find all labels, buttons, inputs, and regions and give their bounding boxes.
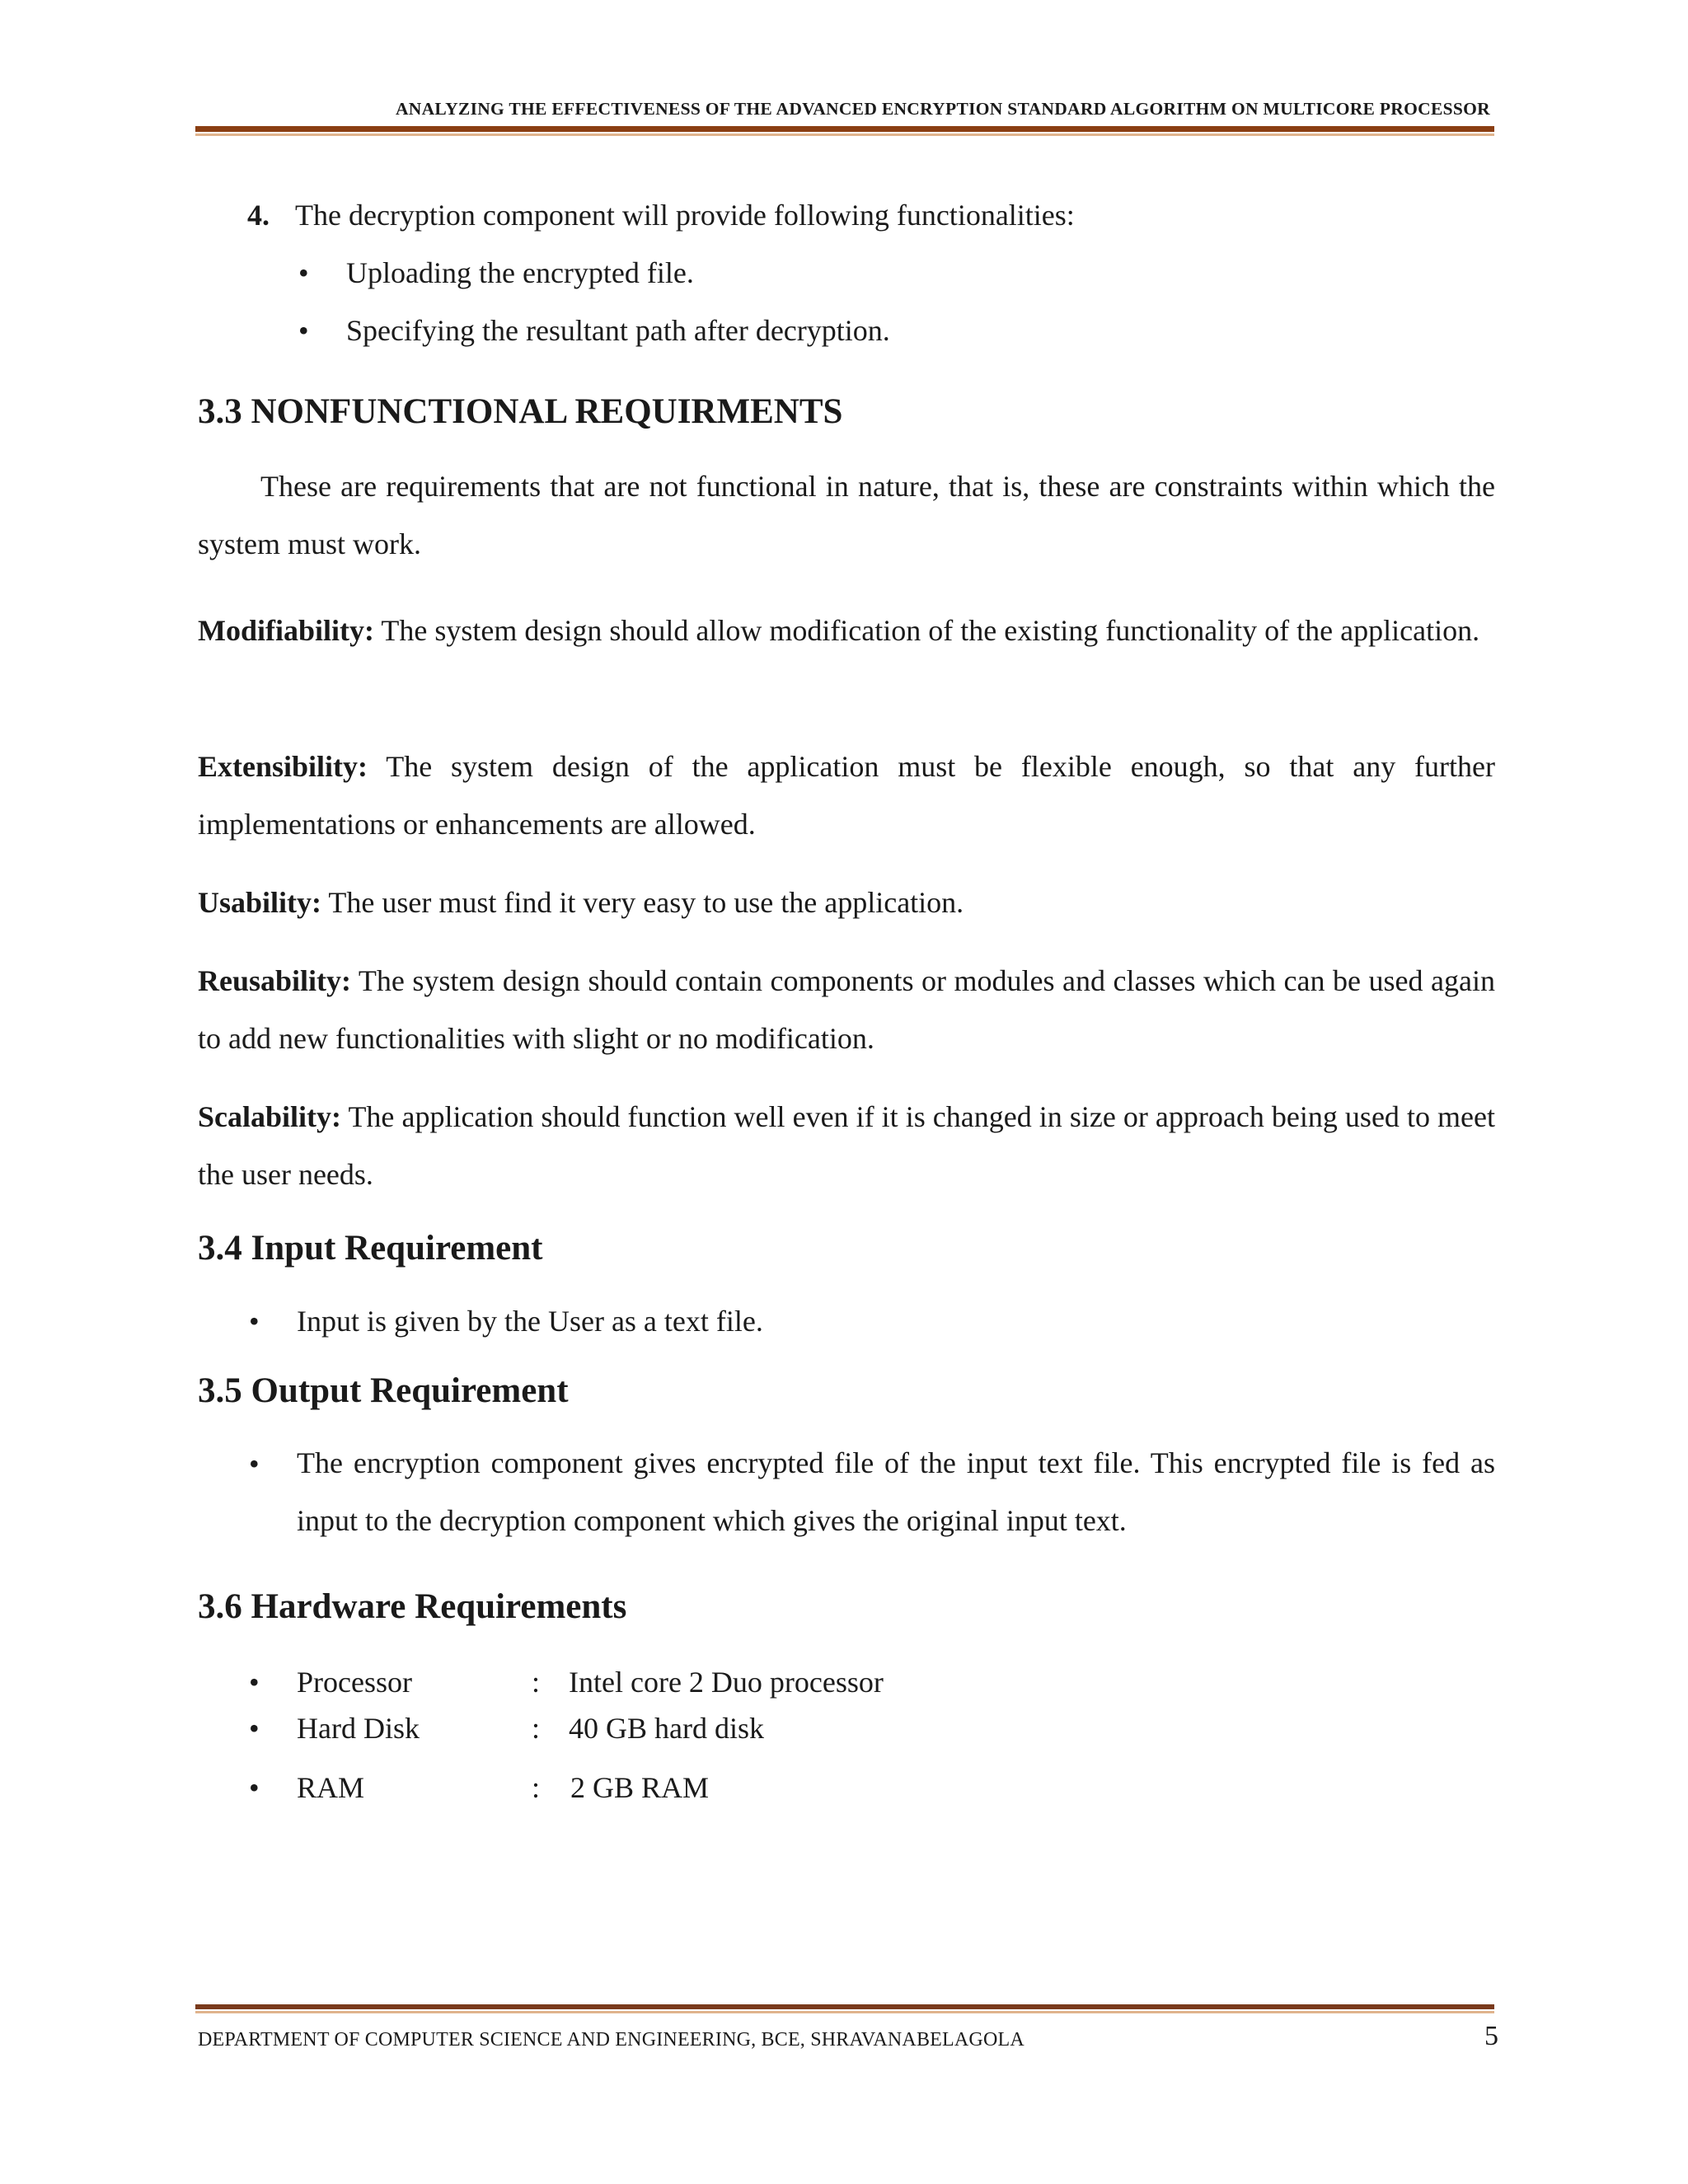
section-heading-3-5: 3.5 Output Requirement: [198, 1371, 569, 1410]
requirement-text: The system design should allow modification of the existing functionality of the application.: [381, 614, 1480, 647]
section-heading-3-3: 3.3 NONFUNCTIONAL REQUIRMENTS: [198, 392, 843, 431]
bullet-dot-icon: •: [249, 1305, 260, 1338]
section-heading-3-4: 3.4 Input Requirement: [198, 1229, 543, 1268]
requirement-scalability: [198, 1088, 1495, 1203]
section-heading-3-6: 3.6 Hardware Requirements: [198, 1587, 627, 1626]
hardware-separator: :: [532, 1712, 541, 1745]
list-item: Uploading the encrypted file.: [346, 256, 694, 289]
hardware-label: RAM: [297, 1771, 365, 1804]
item4-text: The decryption component will provide following functionalities:: [295, 199, 1075, 232]
requirement-term: Modifiability:: [198, 614, 374, 647]
hardware-value: Intel core 2 Duo processor: [569, 1666, 884, 1699]
numbered-item-4: [247, 198, 270, 232]
requirement-text: The system design should contain components or modules and classes which can be used again to add new functionalities with slight or no modification.: [198, 964, 1495, 1055]
bullet-dot-icon: •: [298, 314, 309, 347]
running-header: ANALYZING THE EFFECTIVENESS OF THE ADVANCED ENCRYPTION STANDARD ALGORITHM ON MULTICORE PROCESSOR: [395, 99, 1490, 119]
list-item: Specifying the resultant path after decryption.: [346, 314, 890, 347]
hardware-label: Processor: [297, 1666, 412, 1699]
header-rule: [195, 126, 1494, 136]
requirement-term: Reusability:: [198, 964, 352, 997]
bullet-dot-icon: •: [249, 1447, 260, 1480]
bullet-dot-icon: •: [298, 256, 309, 289]
bullet-dot-icon: •: [249, 1666, 260, 1699]
item-number: 4.: [247, 199, 270, 232]
requirement-text: The application should function well even if it is changed in size or approach being used to meet the user needs.: [198, 1100, 1495, 1191]
requirement-extensibility: [198, 738, 1495, 853]
requirement-term: Extensibility:: [198, 750, 368, 783]
requirement-text: The system design of the application must be flexible enough, so that any further implementations or enhancements are allowed.: [198, 750, 1495, 841]
hardware-separator: :: [532, 1666, 541, 1699]
hardware-label: Hard Disk: [297, 1712, 420, 1745]
footer-department: DEPARTMENT OF COMPUTER SCIENCE AND ENGINEERING, BCE, SHRAVANABELAGOLA: [198, 2029, 1025, 2050]
requirement-term: Usability:: [198, 886, 322, 919]
hardware-value: 2 GB RAM: [570, 1771, 710, 1804]
bullet-dot-icon: •: [249, 1712, 260, 1745]
bullet-dot-icon: •: [249, 1771, 260, 1804]
hardware-separator: :: [532, 1771, 541, 1804]
requirement-modifiability: [198, 602, 1495, 659]
hardware-value: 40 GB hard disk: [569, 1712, 764, 1745]
section-intro: These are requirements that are not functional in nature, that is, these are constraints within which the system must work.: [198, 470, 1495, 560]
requirement-reusability: [198, 952, 1495, 1067]
list-item: Input is given by the User as a text file.: [297, 1305, 763, 1338]
list-item: The encryption component gives encrypted file of the input text file. This encrypted file is fed as input to the decryption component which gives the original input text.: [297, 1446, 1495, 1537]
requirement-usability: [198, 874, 1495, 931]
requirement-term: Scalability:: [198, 1100, 342, 1133]
footer-rule: [195, 2004, 1494, 2013]
requirement-text: The user must find it very easy to use the application.: [328, 886, 964, 919]
page-number: 5: [1484, 2021, 1498, 2051]
